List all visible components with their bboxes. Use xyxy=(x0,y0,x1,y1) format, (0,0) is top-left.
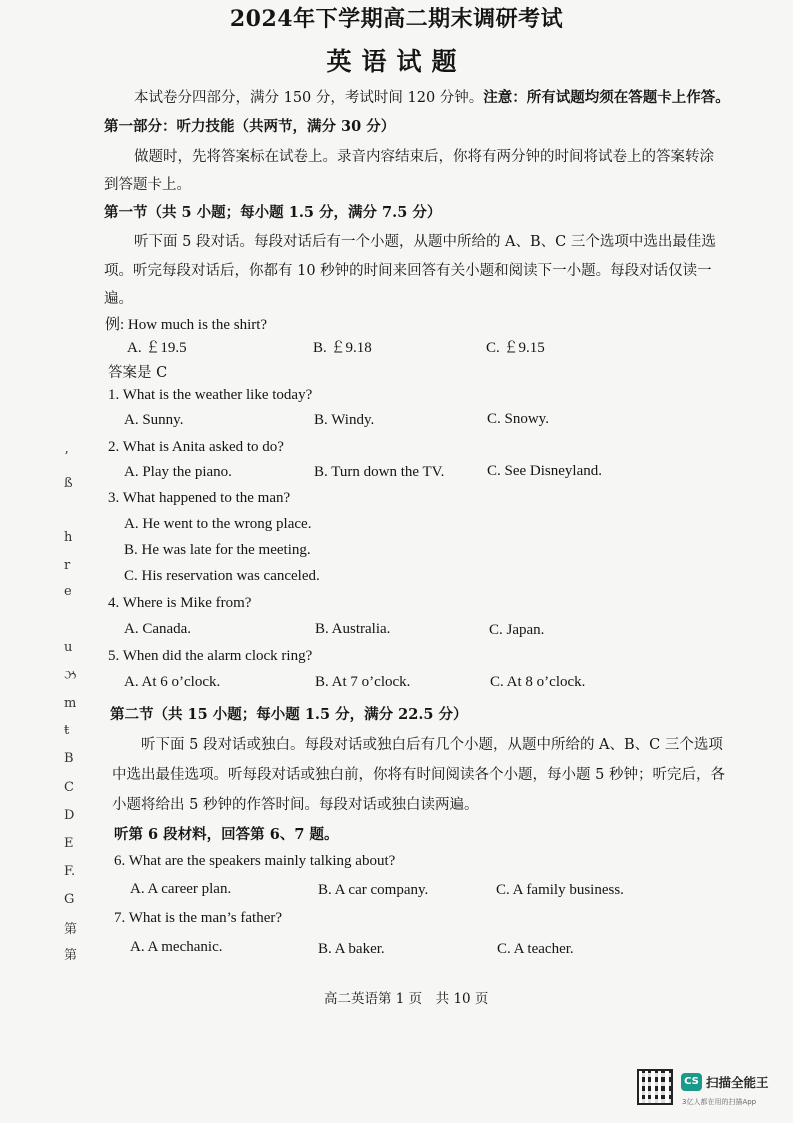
question-7-option-a: A. A mechanic. xyxy=(130,939,223,955)
question-6-option-c: C. A family business. xyxy=(496,882,624,898)
exam-subtitle: 英语试题 xyxy=(326,47,467,76)
part1-instruction-line2: 到答题卡上。 xyxy=(104,177,191,193)
margin-mark: G xyxy=(64,892,75,907)
example-option-c: C. ￡9.15 xyxy=(486,340,545,356)
example-answer: 答案是 C xyxy=(108,365,168,381)
question-2-option-b: B. Turn down the TV. xyxy=(314,464,445,480)
intro-line xyxy=(134,86,730,107)
camscanner-tagline: 3亿人都在用的扫描App xyxy=(682,1098,757,1106)
margin-mark: h xyxy=(64,530,73,545)
question-6-option-a: A. A career plan. xyxy=(130,881,232,897)
margin-mark: ʼ xyxy=(64,450,69,465)
question-7-option-c: C. A teacher. xyxy=(497,941,574,957)
question-4-option-a: A. Canada. xyxy=(124,621,192,637)
question-3-option-c: C. His reservation was canceled. xyxy=(124,568,320,584)
margin-mark: B xyxy=(64,751,74,766)
margin-mark: E xyxy=(64,836,74,851)
question-6-option-b: B. A car company. xyxy=(318,882,429,898)
example-option-b: B. ￡9.18 xyxy=(313,340,372,356)
question-5-option-b: B. At 7 o’clock. xyxy=(315,674,411,690)
question-1-stem: 1. What is the weather like today? xyxy=(108,387,313,403)
margin-mark: u xyxy=(64,640,73,655)
question-5-option-c: C. At 8 o’clock. xyxy=(490,674,586,690)
question-7-option-b: B. A baker. xyxy=(318,941,385,957)
margin-mark: F. xyxy=(64,864,76,879)
margin-mark: m xyxy=(64,696,77,711)
margin-mark: ઝ xyxy=(64,668,77,683)
exam-title: 2024年下学期高二期末调研考试 xyxy=(229,6,564,32)
margin-mark: ß xyxy=(64,476,73,491)
question-5-stem: 5. When did the alarm clock ring? xyxy=(108,648,313,664)
question-2-option-c: C. See Disneyland. xyxy=(487,463,602,479)
intro-notice: 注意：所有试题均须在答题卡上作答。 xyxy=(483,89,730,106)
question-2-option-a: A. Play the piano. xyxy=(124,464,232,480)
question-1-option-b: B. Windy. xyxy=(314,412,375,428)
question-2-stem: 2. What is Anita asked to do? xyxy=(108,439,284,455)
section2-instruction-line1: 听下面 5 段对话或独白。每段对话或独白后有几个小题，从题中所给的 A、B、C 三个选项 xyxy=(141,737,723,753)
section1-heading: 第一节（共 5 小题；每小题 1.5 分，满分 7.5 分） xyxy=(104,204,442,221)
question-1-option-a: A. Sunny. xyxy=(124,412,184,428)
question-3-option-b: B. He was late for the meeting. xyxy=(124,542,311,558)
question-3-stem: 3. What happened to the man? xyxy=(108,490,291,506)
margin-mark: 第 xyxy=(64,922,78,937)
margin-mark: ŧ xyxy=(64,723,70,738)
question-1-option-c: C. Snowy. xyxy=(487,411,549,427)
margin-mark: D xyxy=(64,808,75,823)
section2-instruction-line2: 中选出最佳选项。听每段对话或独白前，你将有时间阅读各个小题，每小题 5 秒钟；听完后，各 xyxy=(112,767,725,783)
part1-instruction-line1: 做题时，先将答案标在试卷上。录音内容结束后，你将有两分钟的时间将试卷上的答案转涂 xyxy=(134,149,714,165)
section1-instruction-line2: 项。听完每段对话后，你都有 10 秒钟的时间来回答有关小题和阅读下一小题。每段对话仅读一 xyxy=(104,263,712,279)
question-7-stem: 7. What is the man’s father? xyxy=(114,910,283,926)
section2-heading: 第二节（共 15 小题；每小题 1.5 分，满分 22.5 分） xyxy=(110,706,468,723)
margin-mark: 第 xyxy=(64,948,78,963)
question-4-option-b: B. Australia. xyxy=(315,621,391,637)
margin-mark: C xyxy=(64,780,74,795)
section1-instruction-line3: 遍。 xyxy=(104,291,133,307)
margin-mark: e xyxy=(64,584,72,599)
question-5-option-a: A. At 6 o’clock. xyxy=(124,674,221,690)
question-4-stem: 4. Where is Mike from? xyxy=(108,595,252,611)
question-6-stem: 6. What are the speakers mainly talking about? xyxy=(114,853,396,869)
example-question: 例: How much is the shirt? xyxy=(105,317,268,333)
section1-instruction-line1: 听下面 5 段对话。每段对话后有一个小题，从题中所给的 A、B、C 三个选项中选出最佳选 xyxy=(134,234,716,250)
qr-code-icon xyxy=(637,1069,673,1105)
part1-heading: 第一部分：听力技能（共两节，满分 30 分） xyxy=(104,118,396,135)
section2-instruction-line3: 小题将给出 5 秒钟的作答时间。每段对话或独白读两遍。 xyxy=(112,797,479,813)
material-6-heading: 听第 6 段材料，回答第 6、7 题。 xyxy=(114,826,339,843)
margin-mark: r xyxy=(64,558,71,573)
question-3-option-a: A. He went to the wrong place. xyxy=(124,516,312,532)
intro-text: 本试卷分四部分，满分 150 分，考试时间 120 分钟。 xyxy=(134,90,484,106)
example-option-a: A. ￡19.5 xyxy=(127,340,187,356)
camscanner-name: 扫描全能王 xyxy=(706,1075,769,1090)
page-footer: 高二英语第 1 页 共 10 页 xyxy=(324,991,489,1007)
question-4-option-c: C. Japan. xyxy=(489,622,545,638)
camscanner-logo-icon: CS xyxy=(681,1073,702,1091)
